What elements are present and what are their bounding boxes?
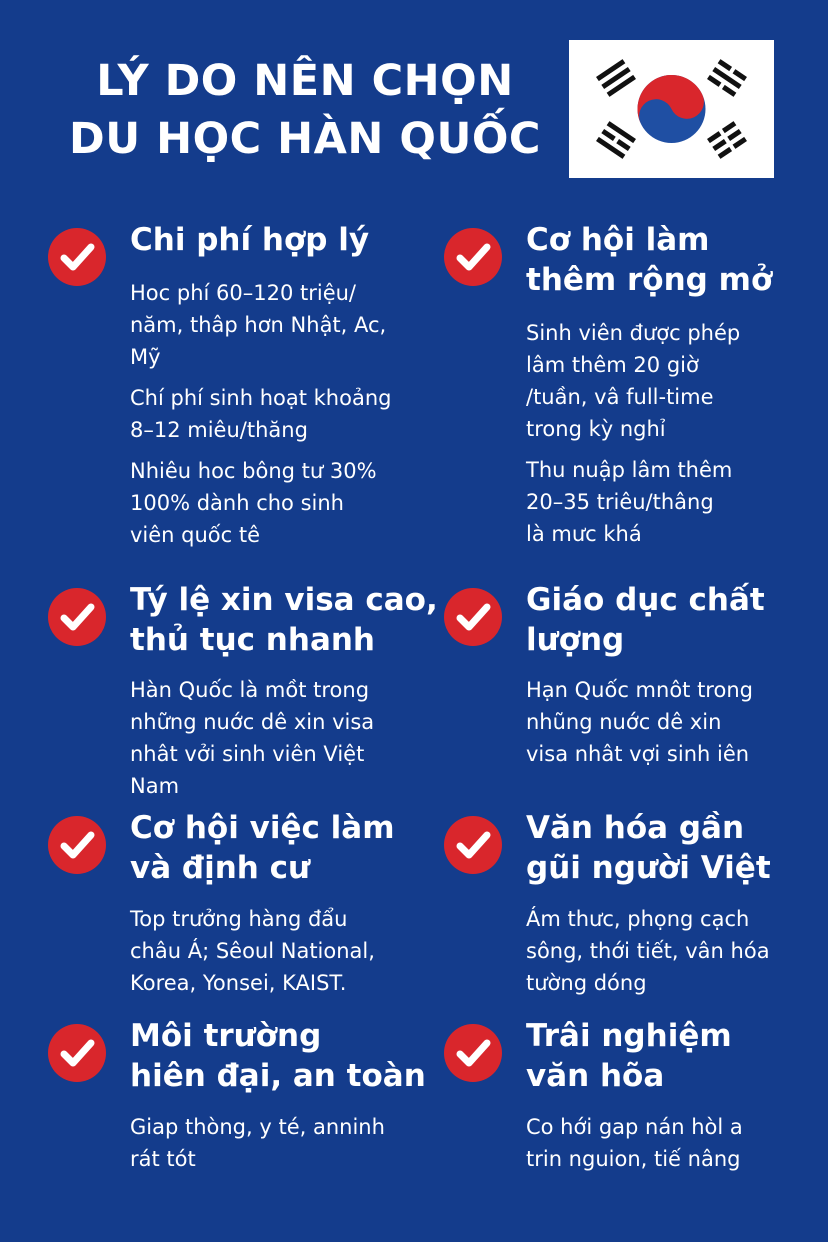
reason-heading-line: hiên đại, an toàn — [130, 1058, 426, 1094]
reason-heading-line: gũi người Việt — [526, 850, 771, 886]
reason-heading-line: Giáo dục chất — [526, 582, 765, 618]
reason-description-line: Giap thòng, y té, anninh — [130, 1115, 385, 1139]
reason-heading-line: và định cư — [130, 850, 311, 886]
reason-heading — [130, 808, 395, 888]
reason-description-line: nhât vởi sinh viên Việt — [130, 742, 365, 766]
reason-heading — [526, 220, 772, 300]
reason-description-line: 20–35 triêu/thâng — [526, 490, 714, 514]
reason-description-line: visa nhât vợi sinh iên — [526, 742, 750, 766]
reason-heading — [526, 808, 771, 888]
reason-description-line: Hoc phí 60–120 triệu/ — [130, 281, 356, 305]
reason-heading — [526, 1016, 732, 1096]
checkmark-icon — [444, 816, 502, 874]
reason-description-line: Nam — [130, 774, 180, 798]
checkmark-icon — [48, 228, 106, 286]
reason-description-line: Chí phí sinh hoạt khoảng — [130, 386, 392, 410]
reason-heading — [130, 220, 369, 260]
page-title — [50, 52, 560, 168]
reason-description-line: Hàn Quốc là mồt trong — [130, 678, 370, 702]
reason-heading-line: Môi trường — [130, 1018, 322, 1054]
reason-description-line: Nhiêu hoc bông tư 30% — [130, 459, 377, 483]
checkmark-icon — [444, 228, 502, 286]
reason-description-line: tường dóng — [526, 971, 647, 995]
reason-heading-line: văn hõa — [526, 1058, 665, 1094]
reason-description-line: châu Á; Sêoul National, — [130, 939, 375, 963]
reason-heading-line: Cơ hội làm — [526, 222, 710, 258]
reason-description-line: những nuớc dê xin visa — [130, 710, 375, 734]
checkmark-icon — [444, 1024, 502, 1082]
reason-description-line: viên quốc tê — [130, 523, 261, 547]
south-korea-flag-icon — [569, 40, 774, 178]
reason-description-line: Co hới gap nán hòl a — [526, 1115, 743, 1139]
reason-description-line: /tuần, vâ full-time — [526, 385, 714, 409]
reason-description-line: nhũng nuớc dê xin — [526, 710, 722, 734]
reason-description-line: Hạn Quốc mnôt trong — [526, 678, 753, 702]
reason-description-line: Ám thưc, phọng cạch — [526, 907, 750, 931]
reason-heading — [130, 1016, 426, 1096]
reason-heading-line: thủ tục nhanh — [130, 622, 376, 658]
reason-description-line: trong kỳ nghỉ — [526, 417, 666, 441]
checkmark-icon — [48, 816, 106, 874]
title-line-2: DU HỌC HÀN QUỐC — [69, 114, 541, 164]
reason-description-line: trin nguion, tiế nâng — [526, 1147, 741, 1171]
reason-description-line: Korea, Yonsei, KAIST. — [130, 971, 347, 995]
reason-description-line: Top trưởng hàng đẩu — [130, 907, 348, 931]
reason-description-line: lâm thêm 20 giờ — [526, 353, 699, 377]
checkmark-icon — [48, 588, 106, 646]
reason-heading — [130, 580, 438, 660]
reason-heading-line: lượng — [526, 622, 625, 658]
reason-description-line: 100% dành cho sinh — [130, 491, 344, 515]
title-line-1: LÝ DO NÊN CHỌN — [96, 56, 514, 106]
reason-description-line: năm, thâp hơn Nhật, Ac, — [130, 313, 387, 337]
reason-description-line: Mỹ — [130, 345, 161, 369]
reason-description-line: rát tót — [130, 1147, 196, 1171]
reason-heading-line: Trâi nghiệm — [526, 1018, 732, 1054]
reason-heading-line: Chi phí hợp lý — [130, 222, 370, 258]
reason-description-line: Sinh viên được phép — [526, 321, 741, 345]
reason-description-line: sông, thới tiết, vân hóa — [526, 939, 770, 963]
reason-heading-line: thêm rộng mở — [526, 262, 773, 298]
reason-description-line: 8–12 miêu/thăng — [130, 418, 308, 442]
checkmark-icon — [444, 588, 502, 646]
reason-heading-line: Tý lệ xin visa cao, — [130, 582, 438, 618]
reason-description-line: Thu nuập lâm thêm — [526, 458, 733, 482]
reason-heading-line: Văn hóa gần — [526, 810, 745, 846]
reason-description-line: là mưc khá — [526, 522, 642, 546]
reason-heading-line: Cơ hội việc làm — [130, 810, 395, 846]
reason-heading — [526, 580, 765, 660]
checkmark-icon — [48, 1024, 106, 1082]
